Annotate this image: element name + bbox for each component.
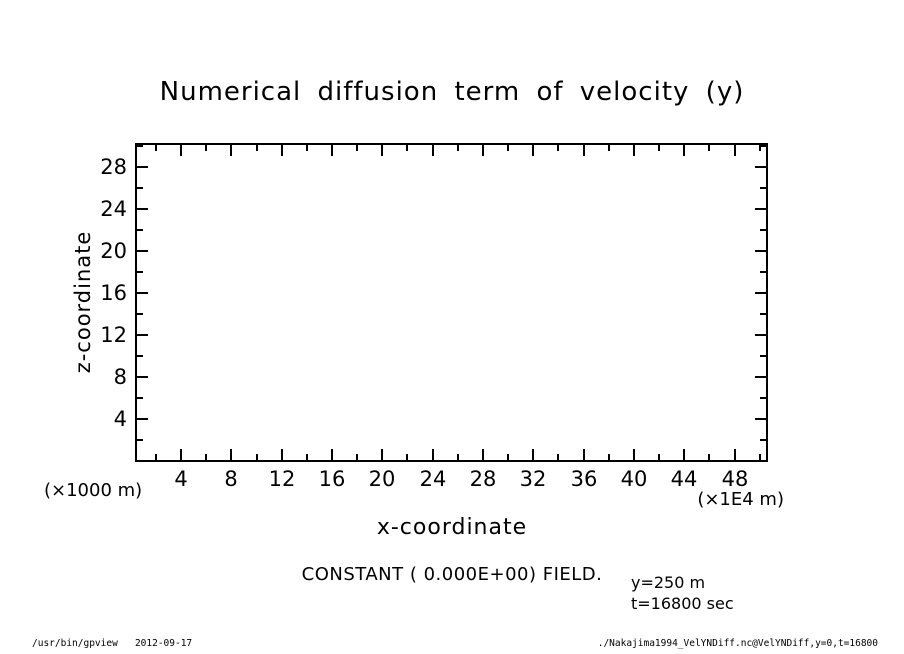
x-minor-tick xyxy=(759,454,761,460)
y-major-tick xyxy=(755,208,766,210)
x-minor-tick xyxy=(356,454,358,460)
y-minor-tick xyxy=(760,397,766,399)
x-major-tick xyxy=(583,145,585,156)
x-major-tick xyxy=(734,145,736,156)
x-major-tick xyxy=(331,145,333,156)
y-minor-tick xyxy=(760,313,766,315)
x-tick-label: 44 xyxy=(670,467,698,491)
y-major-tick xyxy=(137,376,148,378)
x-tick-label: 12 xyxy=(268,467,296,491)
x-minor-tick xyxy=(457,454,459,460)
x-tick-label: 24 xyxy=(419,467,447,491)
x-minor-tick xyxy=(557,454,559,460)
y-major-tick xyxy=(755,418,766,420)
y-minor-tick xyxy=(760,271,766,273)
y-minor-tick xyxy=(137,439,143,441)
x-major-tick xyxy=(230,449,232,460)
y-minor-tick xyxy=(760,145,766,147)
y-minor-tick xyxy=(760,355,766,357)
x-minor-tick xyxy=(406,454,408,460)
y-tick-label: 16 xyxy=(100,281,127,305)
plot-frame xyxy=(135,143,768,462)
y-major-tick xyxy=(137,418,148,420)
y-major-tick xyxy=(137,166,148,168)
y-tick-label: 8 xyxy=(113,365,127,389)
y-minor-tick xyxy=(760,439,766,441)
x-major-tick xyxy=(633,449,635,460)
x-major-tick xyxy=(532,449,534,460)
y-minor-tick xyxy=(760,229,766,231)
x-tick-label: 4 xyxy=(174,467,188,491)
y-minor-tick xyxy=(137,229,143,231)
x-minor-tick xyxy=(205,454,207,460)
x-tick-label: 16 xyxy=(318,467,346,491)
plot-title: Numerical diffusion term of velocity (y) xyxy=(159,77,745,107)
y-minor-tick xyxy=(137,145,143,147)
y-major-tick xyxy=(755,376,766,378)
x-tick-label: 8 xyxy=(224,467,238,491)
x-tick-label: 40 xyxy=(620,467,648,491)
y-tick-label: 4 xyxy=(113,407,127,431)
slice-info xyxy=(631,572,734,614)
x-major-tick xyxy=(230,145,232,156)
x-tick-label: 20 xyxy=(368,467,396,491)
x-major-tick xyxy=(482,449,484,460)
x-minor-tick xyxy=(155,145,157,151)
x-minor-tick xyxy=(557,145,559,151)
x-tick-label: 32 xyxy=(519,467,547,491)
x-minor-tick xyxy=(406,145,408,151)
x-tick-label: 48 xyxy=(721,467,749,491)
x-major-tick xyxy=(281,449,283,460)
y-major-tick xyxy=(137,250,148,252)
x-minor-tick xyxy=(708,454,710,460)
y-axis-label: z-coordinate xyxy=(71,230,95,374)
y-minor-tick xyxy=(137,355,143,357)
y-major-tick xyxy=(755,334,766,336)
x-major-tick xyxy=(583,449,585,460)
y-tick-label: 20 xyxy=(100,239,127,263)
footer-data-source: ./Nakajima1994_VelYNDiff.nc@VelYNDiff,y=0,t=16800 xyxy=(597,638,878,649)
x-major-tick xyxy=(331,449,333,460)
x-minor-tick xyxy=(205,145,207,151)
x-minor-tick xyxy=(658,145,660,151)
x-minor-tick xyxy=(306,454,308,460)
y-minor-tick xyxy=(760,187,766,189)
y-major-tick xyxy=(137,208,148,210)
x-tick-label: 28 xyxy=(469,467,497,491)
x-minor-tick xyxy=(608,145,610,151)
constant-field-note: CONSTANT ( 0.000E+00) FIELD. xyxy=(301,564,603,585)
x-minor-tick xyxy=(708,145,710,151)
y-minor-tick xyxy=(137,187,143,189)
x-minor-tick xyxy=(608,454,610,460)
y-major-tick xyxy=(137,334,148,336)
x-major-tick xyxy=(432,145,434,156)
y-major-tick xyxy=(755,166,766,168)
x-major-tick xyxy=(734,449,736,460)
footer-command-line: /usr/bin/gpview 2012-09-17 xyxy=(32,638,193,649)
y-minor-tick xyxy=(137,313,143,315)
y-major-tick xyxy=(755,292,766,294)
y-tick-label: 28 xyxy=(100,155,127,179)
x-minor-tick xyxy=(507,145,509,151)
y-tick-label: 12 xyxy=(100,323,127,347)
x-major-tick xyxy=(381,449,383,460)
x-axis-label: x-coordinate xyxy=(376,515,528,540)
y-tick-label: 24 xyxy=(100,197,127,221)
x-minor-tick xyxy=(507,454,509,460)
x-major-tick xyxy=(683,145,685,156)
x-major-tick xyxy=(683,449,685,460)
x-minor-tick xyxy=(256,145,258,151)
x-minor-tick xyxy=(457,145,459,151)
x-minor-tick xyxy=(155,454,157,460)
x-minor-tick xyxy=(256,454,258,460)
y-minor-tick xyxy=(137,397,143,399)
x-major-tick xyxy=(281,145,283,156)
x-major-tick xyxy=(482,145,484,156)
y-major-tick xyxy=(137,292,148,294)
x-axis-unit-label: (×1E4 m) xyxy=(697,489,784,510)
x-major-tick xyxy=(532,145,534,156)
x-major-tick xyxy=(633,145,635,156)
x-minor-tick xyxy=(306,145,308,151)
x-minor-tick xyxy=(658,454,660,460)
x-tick-label: 36 xyxy=(570,467,598,491)
x-major-tick xyxy=(180,449,182,460)
slice-t-label: t=16800 sec xyxy=(631,594,734,613)
y-major-tick xyxy=(755,250,766,252)
x-major-tick xyxy=(432,449,434,460)
x-minor-tick xyxy=(356,145,358,151)
x-major-tick xyxy=(381,145,383,156)
y-minor-tick xyxy=(137,271,143,273)
y-axis-unit-label: (×1000 m) xyxy=(44,480,143,501)
x-major-tick xyxy=(180,145,182,156)
slice-y-label: y=250 m xyxy=(631,573,706,592)
